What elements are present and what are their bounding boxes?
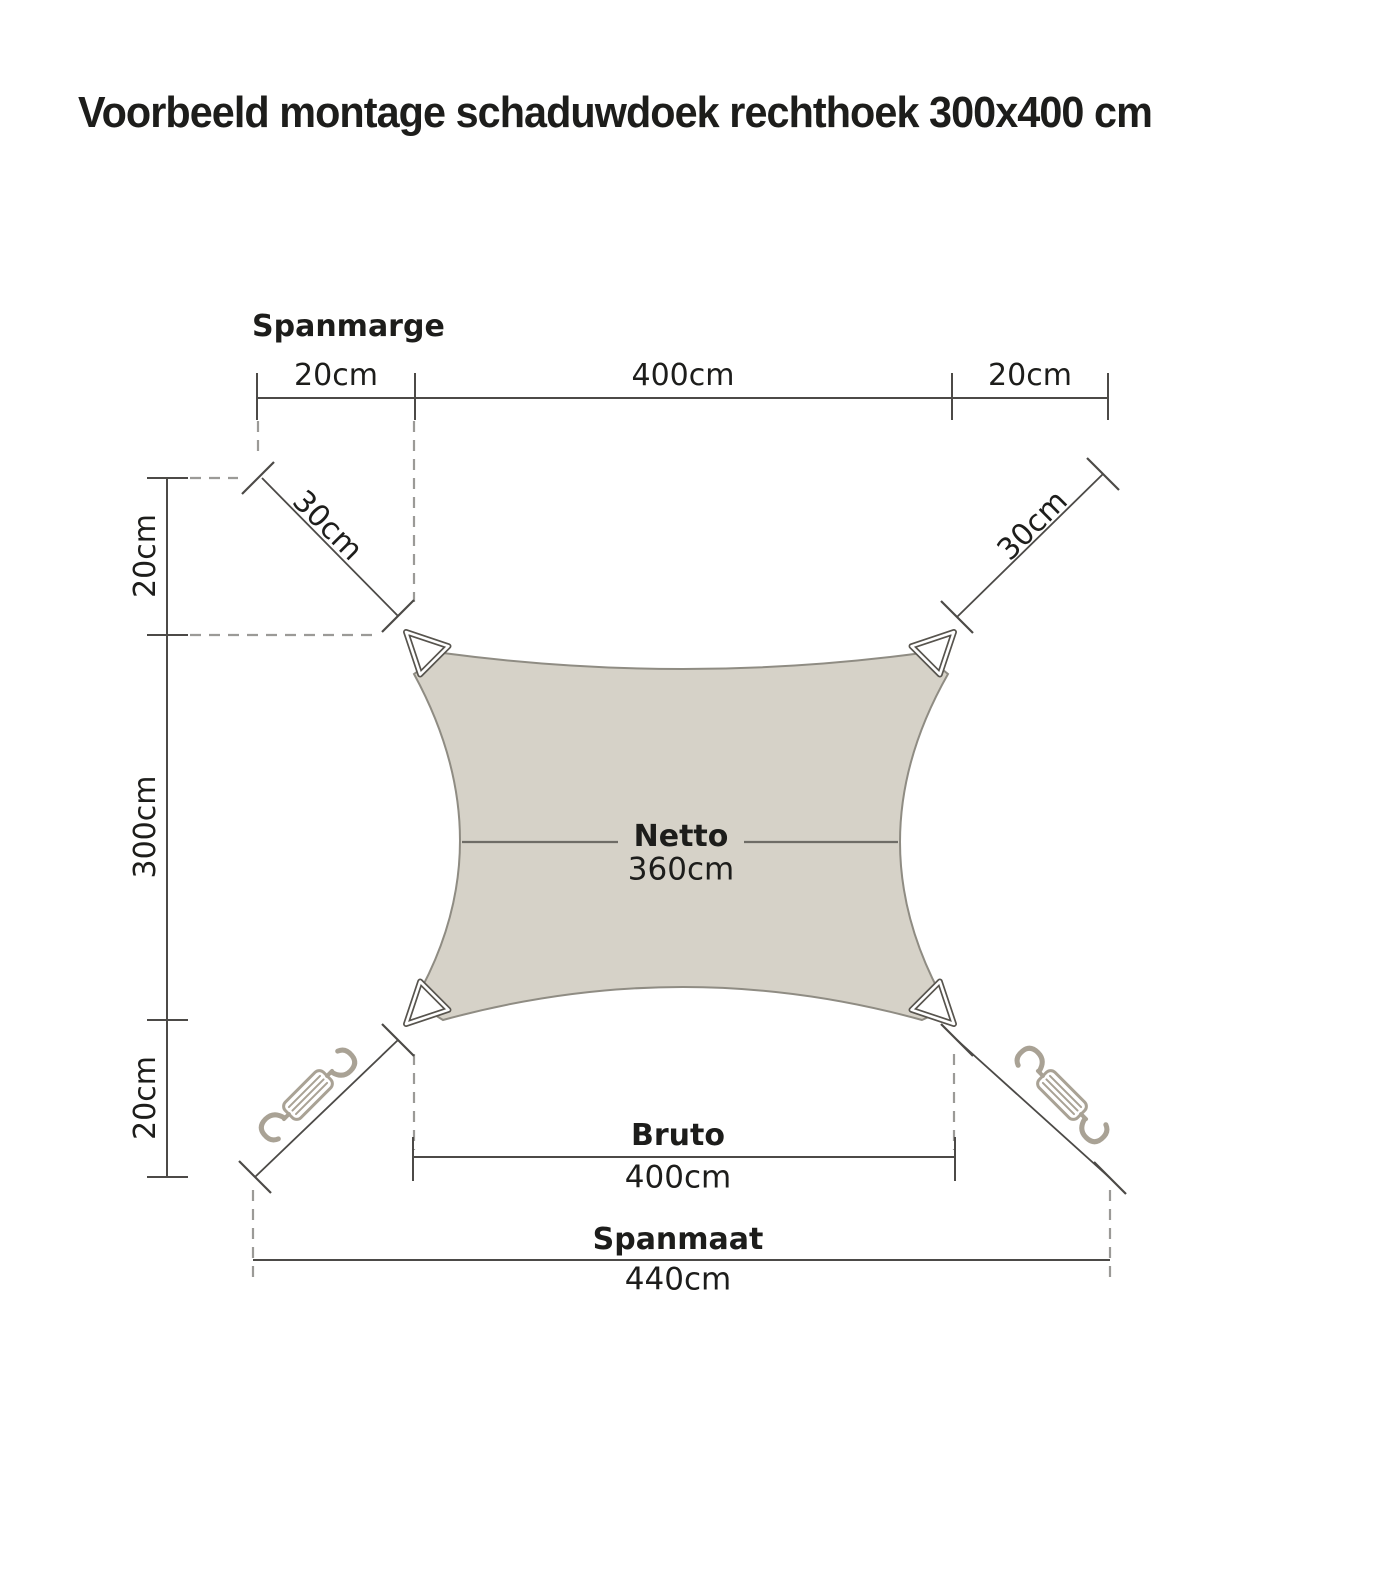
corner-diagonal-bottom-left	[239, 1024, 414, 1193]
bruto-value: 400cm	[624, 1159, 732, 1196]
top-width-label: 400cm	[631, 358, 735, 393]
spanmaat-label: Spanmaat	[592, 1222, 764, 1257]
bruto-label: Bruto	[631, 1118, 725, 1153]
turnbuckle-icon	[1011, 1044, 1113, 1146]
side-bottom-margin-label: 20cm	[128, 1056, 163, 1140]
top-left-margin-label: 20cm	[294, 358, 378, 393]
turnbuckle-icon	[257, 1044, 359, 1146]
side-top-margin-label: 20cm	[128, 514, 163, 598]
spanmaat-value: 440cm	[624, 1261, 732, 1298]
netto-value: 360cm	[627, 851, 735, 888]
corner-offset-left-label: 30cm	[285, 483, 370, 568]
top-right-margin-label: 20cm	[988, 358, 1072, 393]
page-title: Voorbeeld montage schaduwdoek rechthoek 300x400 cm	[78, 88, 1152, 137]
spanmarge-label: Spanmarge	[252, 309, 445, 344]
netto-label: Netto	[633, 819, 729, 854]
side-height-label: 300cm	[128, 775, 163, 879]
corner-offset-right-label: 30cm	[990, 483, 1075, 568]
